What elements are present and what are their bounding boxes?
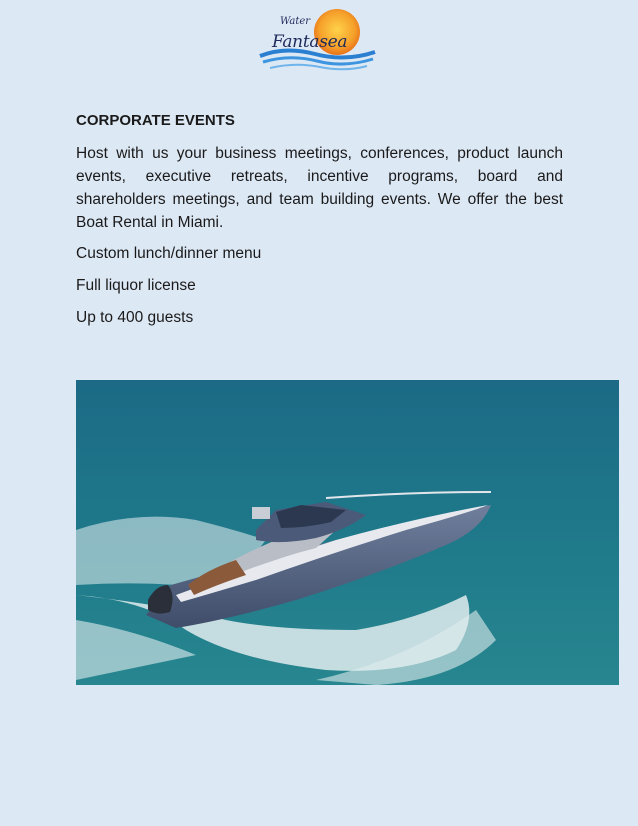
feature-item: Up to 400 guests	[76, 309, 194, 326]
logo-wordmark	[258, 10, 378, 60]
intro-paragraph: Host with us your business meetings, conferences, product launch events, executive retreats, incentive programs, board and shareholders meetings, and team building events. We offer the best Boat Rental in Miami.	[76, 145, 563, 231]
logo-top-text: Water	[280, 16, 311, 27]
document-content	[76, 109, 563, 338]
logo-main-text: Fantasea	[272, 32, 348, 52]
feature-item: Full liquor license	[76, 277, 196, 294]
section-heading: CORPORATE EVENTS	[76, 112, 235, 129]
feature-item: Custom lunch/dinner menu	[76, 245, 262, 262]
yacht-photo	[76, 380, 619, 685]
